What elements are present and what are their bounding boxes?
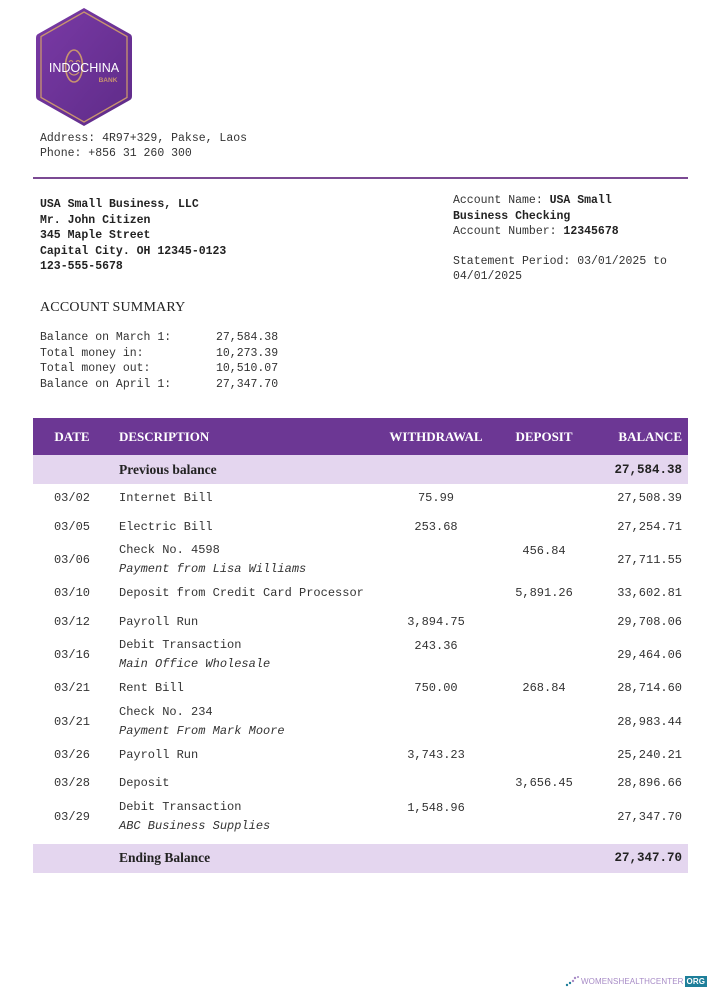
- table-row: 03/28 Deposit 3,656.45 28,896.66: [53, 776, 682, 791]
- summary-row: Balance on March 1: 27,584.38: [40, 331, 279, 344]
- previous-balance-value: 27,584.38: [591, 455, 688, 484]
- account-summary-title: ACCOUNT SUMMARY: [40, 300, 186, 315]
- account-name-continued: Business Checking: [453, 209, 571, 223]
- customer-contact-name: Mr. John Citizen: [40, 213, 151, 227]
- svg-text:BANK: BANK: [98, 77, 118, 84]
- col-header-withdrawal: WITHDRAWAL: [375, 418, 497, 455]
- col-header-balance: BALANCE: [591, 418, 688, 455]
- customer-phone: 123-555-5678: [40, 260, 123, 273]
- col-header-date: DATE: [33, 418, 111, 455]
- account-name: Account Name: USA Small: [453, 194, 612, 207]
- table-row: 03/06 Check No. 4598 Payment from Lisa Williams 456.84 27,711.55: [53, 543, 682, 576]
- bank-phone: Phone: +856 31 260 300: [40, 147, 192, 160]
- table-row: 03/12 Payroll Run 3,894.75 29,708.06: [53, 614, 682, 629]
- table-row: 03/16 Debit Transaction Main Office Wholesale 243.36 29,464.06: [53, 638, 682, 671]
- dots-logo-icon: [565, 975, 579, 987]
- statement-period-end: 04/01/2025: [453, 270, 523, 283]
- bank-contact: [40, 131, 247, 161]
- customer-company: USA Small Business, LLC: [40, 198, 199, 211]
- previous-balance-row: [33, 455, 688, 484]
- watermark: [565, 975, 707, 987]
- table-row: 03/02 Internet Bill 75.99 27,508.39: [53, 491, 682, 506]
- account-number: Account Number: 12345678: [453, 225, 619, 238]
- customer-city: Capital City. OH 12345-0123: [40, 244, 227, 258]
- statement-period: Statement Period: 03/01/2025 to: [453, 254, 667, 268]
- watermark-text: WOMENSHEALTHCENTER: [581, 976, 684, 986]
- col-header-deposit: DEPOSIT: [497, 418, 591, 455]
- previous-balance-label: Previous balance: [111, 455, 375, 484]
- customer-street: 345 Maple Street: [40, 229, 151, 242]
- account-summary: [40, 330, 286, 392]
- bank-logo: [34, 6, 134, 128]
- table-row: 03/21 Rent Bill 750.00 268.84 28,714.60: [53, 681, 682, 696]
- ending-balance-row: [33, 844, 688, 873]
- table-header-row: [33, 418, 688, 455]
- summary-row: Balance on April 1: 27,347.70: [40, 377, 279, 391]
- col-header-description: DESCRIPTION: [111, 418, 375, 455]
- summary-row: Total money out: 10,510.07: [40, 362, 279, 375]
- table-row: 03/05 Electric Bill 253.68 27,254.71: [53, 519, 682, 534]
- summary-row: Total money in: 10,273.39: [40, 346, 279, 360]
- ending-balance-label: Ending Balance: [111, 844, 375, 873]
- transactions-table: [33, 418, 688, 873]
- bank-address: Address: 4R97+329, Pakse, Laos: [40, 132, 248, 145]
- watermark-badge: ORG: [686, 976, 706, 986]
- header-divider: [33, 177, 688, 179]
- table-row: 03/29 Debit Transaction ABC Business Supplies 1,548.96 27,347.70: [53, 799, 682, 833]
- table-row: 03/21 Check No. 234 Payment From Mark Moore 28,983.44: [53, 704, 682, 738]
- table-row: 03/26 Payroll Run 3,743.23 25,240.21: [53, 747, 682, 762]
- customer-address-block: [40, 197, 226, 275]
- indochina-bank-logo-icon: [34, 6, 134, 128]
- svg-text:INDOCHINA: INDOCHINA: [48, 61, 120, 75]
- table-row: 03/10 Deposit from Credit Card Processor 5,891.26 33,602.81: [53, 586, 682, 601]
- ending-balance-value: 27,347.70: [591, 844, 688, 873]
- account-info-block: [453, 193, 693, 285]
